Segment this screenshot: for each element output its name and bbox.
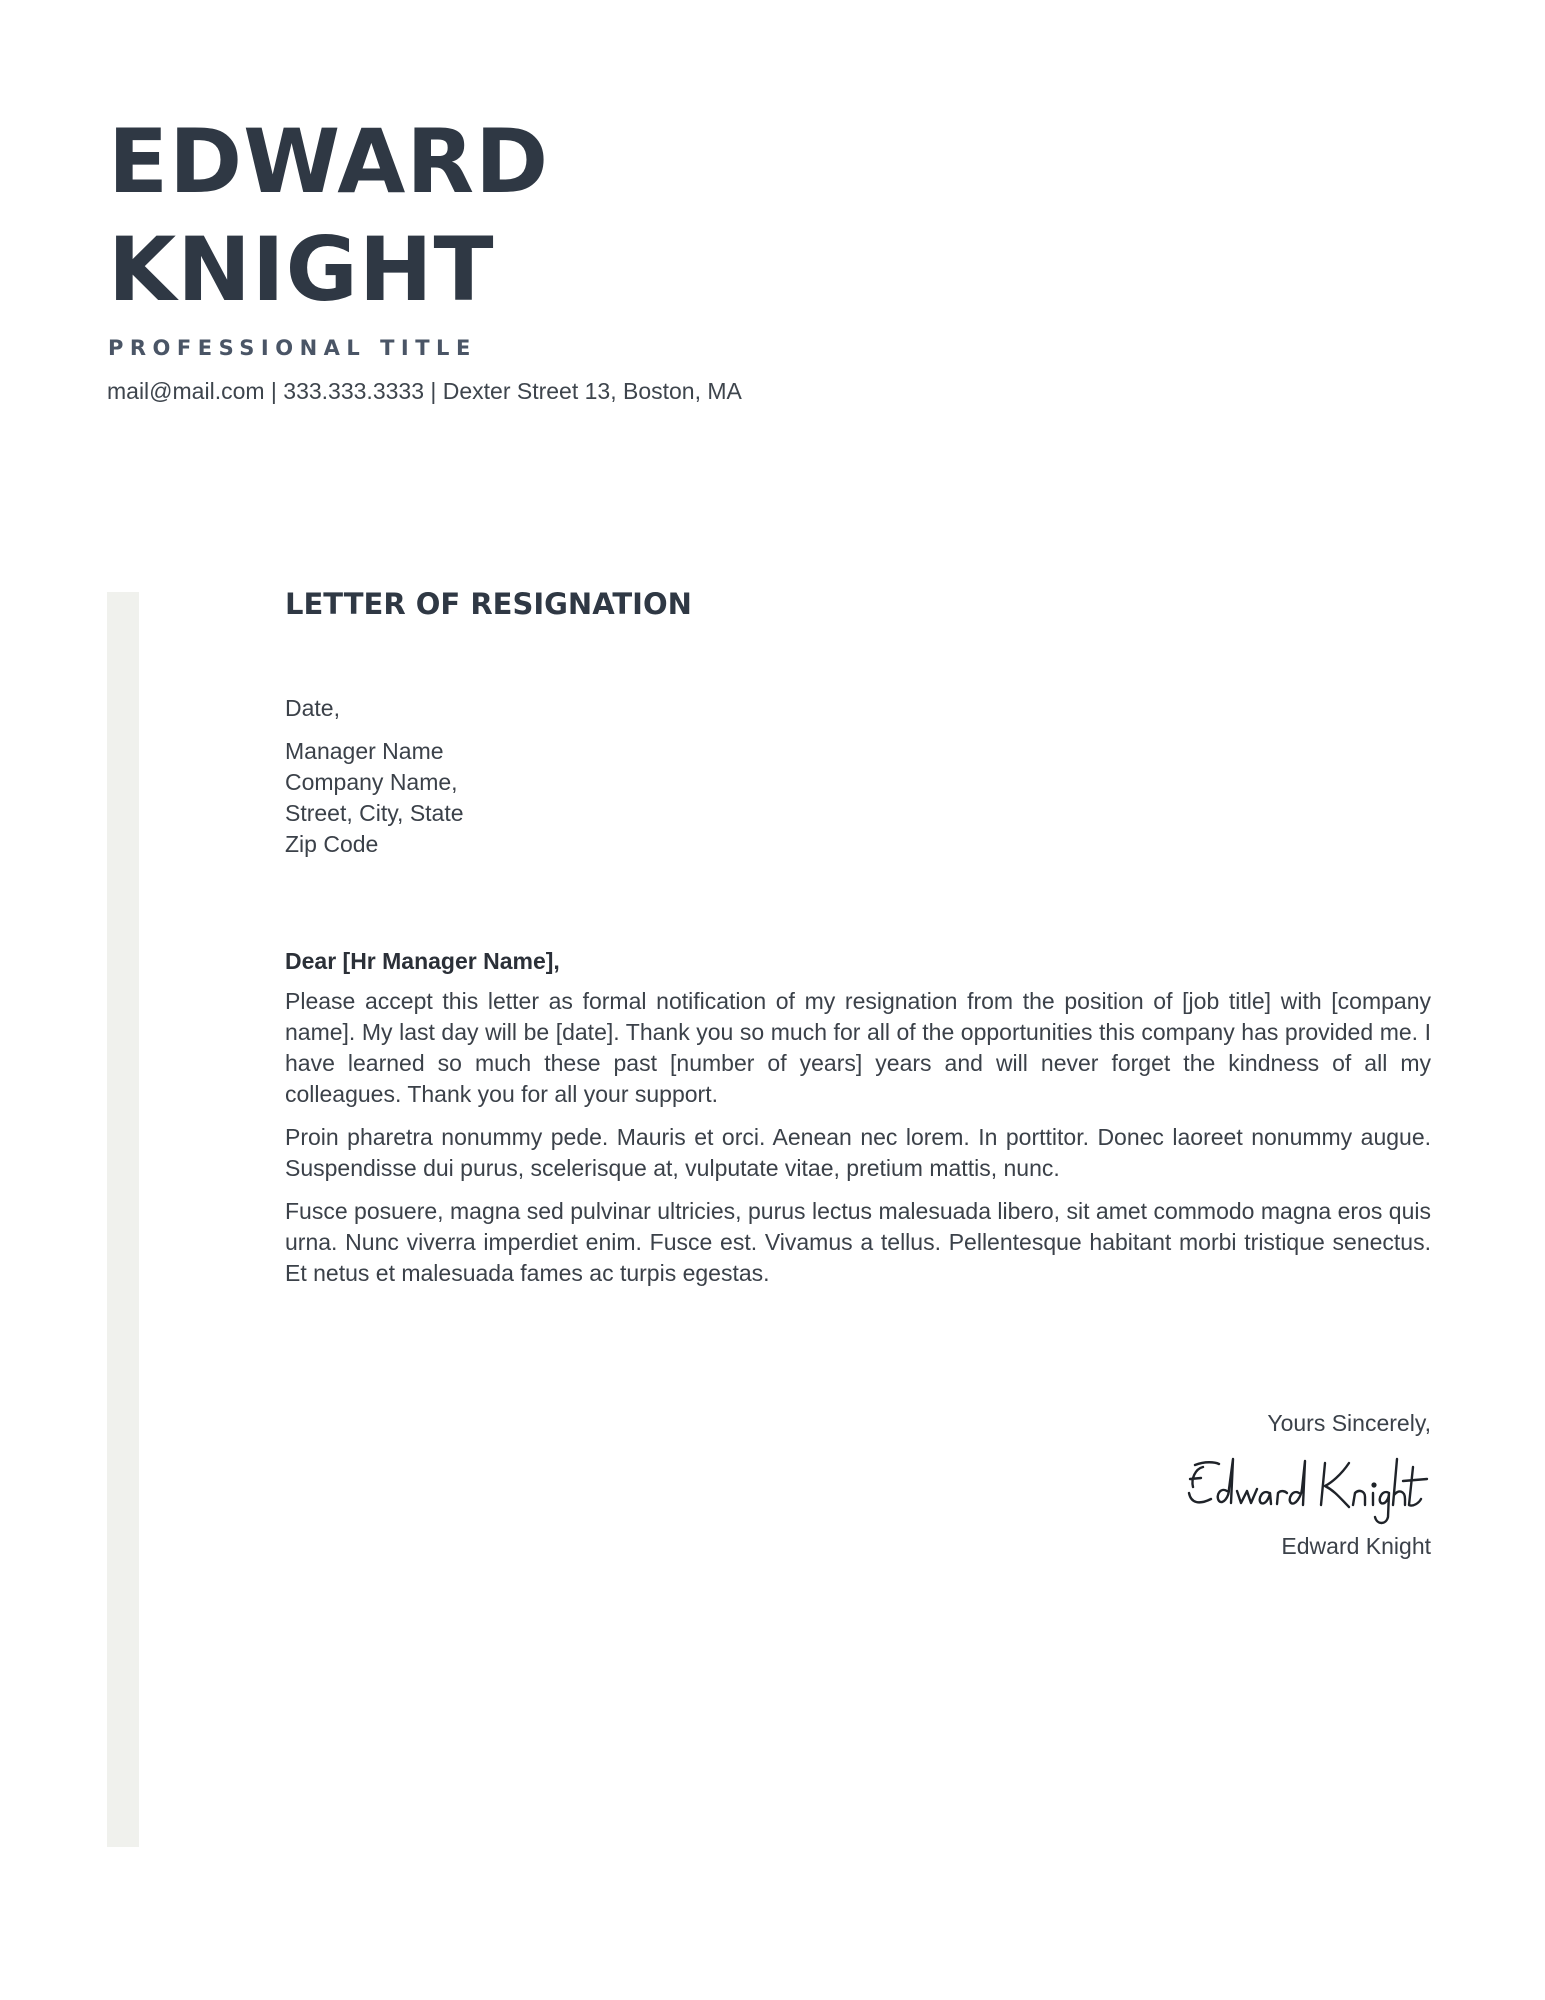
- paragraph-1: Please accept this letter as formal notification of my resignation from the position of [job title] with [company name]. My last day will be [date]. Thank you so much for all of the opportunities this company has provided me. I have learned so much these past [number of years] years and will never forget the kindness of all my colleagues. Thank you for all your support.: [285, 988, 1431, 1107]
- recipient-street: Street, City, State: [285, 800, 464, 826]
- applicant-name: [108, 108, 549, 324]
- recipient-zip: Zip Code: [285, 831, 379, 857]
- closing-block: [1181, 1408, 1431, 1562]
- letter-title: LETTER OF RESIGNATION: [285, 587, 692, 621]
- recipient-company: Company Name,: [285, 769, 458, 795]
- name-first: EDWARD: [108, 110, 550, 213]
- paragraph-2: Proin pharetra nonummy pede. Mauris et orci. Aenean nec lorem. In porttitor. Donec laoreet nonummy augue. Suspendisse dui purus, scelerisque at, vulputate vitae, pretium mattis, nunc.: [285, 1124, 1431, 1181]
- letter-body: [285, 582, 1431, 1289]
- signature-image: [1181, 1453, 1431, 1529]
- professional-title: PROFESSIONAL TITLE: [108, 336, 477, 360]
- closing-phrase: Yours Sincerely,: [1267, 1410, 1431, 1436]
- recipient-manager: Manager Name: [285, 738, 444, 764]
- paragraph-3: Fusce posuere, magna sed pulvinar ultricies, purus lectus malesuada libero, sit amet commodo magna eros quis urna. Nunc viverra imperdiet enim. Fusce est. Vivamus a tellus. Pellentesque habitant morbi tristique senectus. Et netus et malesuada fames ac turpis egestas.: [285, 1198, 1431, 1286]
- contact-info: mail@mail.com | 333.333.3333 | Dexter Street 13, Boston, MA: [107, 378, 742, 404]
- signer-name: Edward Knight: [1281, 1533, 1431, 1559]
- decorative-side-bar: [107, 592, 139, 1847]
- name-last: KNIGHT: [108, 218, 495, 321]
- salutation: Dear [Hr Manager Name],: [285, 948, 560, 974]
- recipient-address: [285, 736, 1431, 860]
- handwritten-signature: [1181, 1453, 1431, 1529]
- letter-date: Date,: [285, 695, 340, 721]
